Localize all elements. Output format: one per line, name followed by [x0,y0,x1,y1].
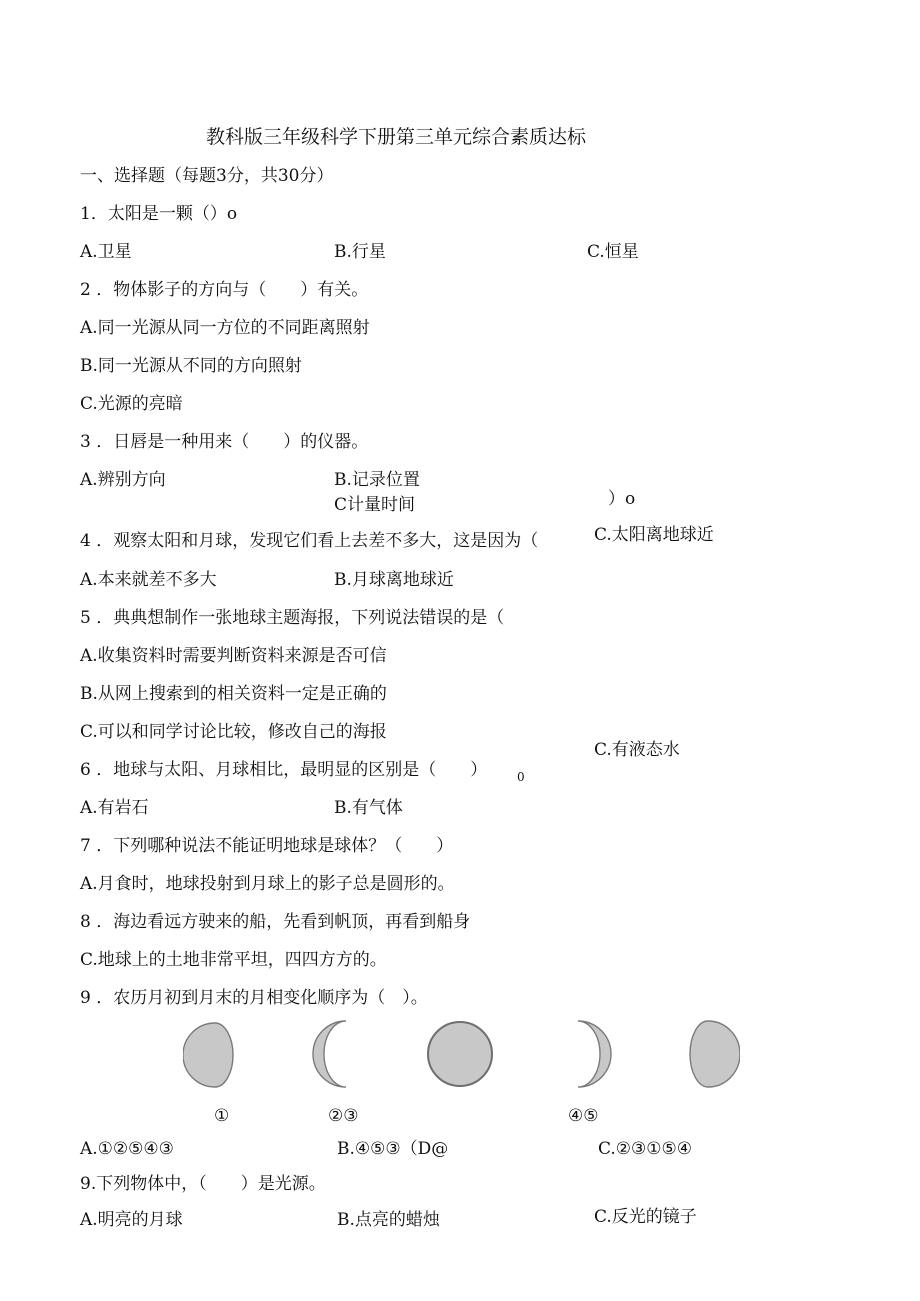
page-title: 教科版三年级科学下册第三单元综合素质达标 [206,126,587,148]
question-7-option-a: A.月食时，地球投射到月球上的影子总是圆形的。 [80,874,455,894]
question-10-stem: 9.下列物体中，（ ）是光源。 [80,1174,326,1194]
question-6-stem: 6 ．地球与太阳、月球相比，最明显的区别是（ ） [80,760,488,780]
question-10-option-c: C.反光的镜子 [594,1207,697,1227]
question-9-option-c: C.②③①⑤④ [598,1139,693,1159]
waxing-crescent-moon-icon [302,1018,362,1090]
question-4-option-a: A.本来就差不多大 [80,570,217,590]
question-3-stem: 3 ．日唇是一种用来（ ）的仪器。 [80,432,369,452]
section-heading: 一、选择题（每题3分，共30分） [80,166,334,186]
question-6-option-b: B.有气体 [334,798,403,818]
question-1-stem: 1．太阳是一颗（）o [80,204,238,224]
full-moon-icon [424,1018,496,1090]
question-3-option-c: C计量时间 [334,495,416,515]
waning-crescent-moon-icon [562,1018,622,1090]
question-6-option-a: A.有岩石 [80,798,149,818]
question-5-option-c: C.可以和同学讨论比较，修改自己的海报 [80,722,387,742]
question-2-option-a: A.同一光源从同一方位的不同距离照射 [80,318,370,338]
moon-label-1: ① [214,1106,230,1126]
question-8-stem: 8 ．海边看远方驶来的船，先看到帆顶，再看到船身 [80,912,471,932]
gibbous-right-dark-moon-icon [183,1020,247,1090]
question-4-option-b: B.月球离地球近 [334,570,454,590]
moon-label-3: ④⑤ [568,1106,599,1126]
question-1-option-c: C.恒星 [587,242,639,262]
question-3-option-a: A.辨别方向 [80,470,166,490]
question-9-option-a: A.①②⑤④③ [80,1139,174,1159]
question-4-option-c: C.太阳离地球近 [594,525,714,545]
question-4-stem: 4 ．观察太阳和月球，发现它们看上去差不多大，这是因为（ [80,531,539,551]
question-8-option-c: C.地球上的土地非常平坦，四四方方的。 [80,950,387,970]
question-7-stem: 7 ．下列哪种说法不能证明地球是球体？（ ） [80,836,454,856]
question-2-option-c: C.光源的亮暗 [80,394,183,414]
moon-label-2: ②③ [328,1106,359,1126]
question-10-option-b: B.点亮的蜡烛 [337,1210,440,1230]
question-2-stem: 2 ．物体影子的方向与（ ）有关。 [80,280,369,300]
question-1-option-a: A.卫星 [80,242,132,262]
question-9-option-b: B.④⑤③（D@ [337,1139,449,1159]
question-5-stem: 5 ．典典想制作一张地球主题海报，下列说法错误的是（ [80,608,505,628]
question-1-option-b: B.行星 [334,242,386,262]
question-4-tail: ）o [608,489,636,509]
question-9-stem: 9 ．农历月初到月末的月相变化顺序为（ ）。 [80,988,428,1008]
question-6-option-c: C.有液态水 [594,740,680,760]
question-2-option-b: B.同一光源从不同的方向照射 [80,356,302,376]
question-5-option-b: B.从网上搜索到的相关资料一定是正确的 [80,684,387,704]
gibbous-left-dark-moon-icon [676,1018,740,1090]
question-5-option-a: A.收集资料时需要判断资料来源是否可信 [80,646,387,666]
question-10-option-a: A.明亮的月球 [80,1210,183,1230]
question-3-option-b: B.记录位置 [334,470,420,490]
question-6-tail: 0 [517,770,525,784]
